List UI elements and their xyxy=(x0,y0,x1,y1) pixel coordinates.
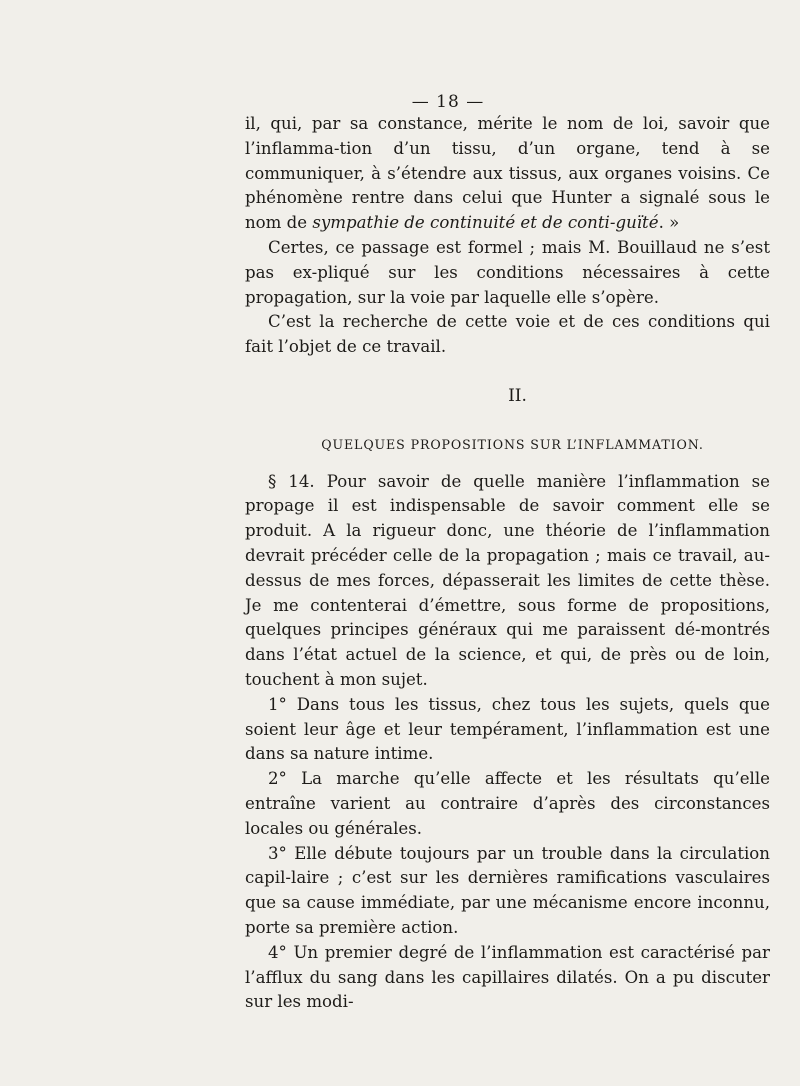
paragraph-2: Certes, ce passage est formel ; mais M. Bouillaud ne s’est pas ex-pliqué sur les conditions nécessaires à cette propagation, sur la voie par laquelle elle s’opère. xyxy=(245,237,770,307)
section-title: QUELQUES PROPOSITIONS SUR L’INFLAMMATION. xyxy=(321,436,704,452)
italic-term: sympathie de continuité et de conti-guïté xyxy=(312,213,659,233)
section-number: II. xyxy=(508,385,527,406)
proposition-2: 2° La marche qu’elle affecte et les résultats qu’elle entraîne varient au contraire d’après des circonstances locales ou générales. xyxy=(245,769,770,838)
paragraph-1-end: . » xyxy=(658,213,680,233)
body-text xyxy=(245,112,770,1015)
paragraph-1-text: il, qui, par sa constance, mérite le nom de loi, savoir que l’inflamma-tion d’un tissu, d’un organe, tend à se communiquer, à s’étendre aux tissus, aux organes voisins. Ce phénomène rentre dans celui que Hunter a signalé sous le nom de xyxy=(245,114,770,233)
proposition-1: 1° Dans tous les tissus, chez tous les sujets, quels que soient leur âge et leur tempérament, l’inflammation est une dans sa nature intime. xyxy=(245,694,770,764)
paragraph-continuation xyxy=(245,112,770,236)
paragraph-14: § 14. Pour savoir de quelle manière l’inflammation se propage il est indispensable de savoir comment elle se produit. A la rigueur donc, une théorie de l’inflammation devrait précéder celle de la propagation ; mais ce travail, au-dessus de mes forces, dépasserait les limites de cette thèse. Je me contenterai d’émettre, sous forme de propositions, quelques principes généraux qui me paraissent dé-montrés dans l’état actuel de la science, et qui, de près ou de loin, touchent à mon sujet. xyxy=(245,471,770,689)
proposition-3: 3° Elle débute toujours par un trouble dans la circulation capil-laire ; c’est sur les dernières ramifications vasculaires que sa cause immédiate, par une mécanisme encore inconnu, porte sa première action. xyxy=(245,843,770,937)
proposition-4: 4° Un premier degré de l’inflammation est caractérisé par l’afflux du sang dans les capillaires dilatés. On a pu discuter sur les modi- xyxy=(245,942,770,1012)
paragraph-3: C’est la recherche de cette voie et de ces conditions qui fait l’objet de ce travail. xyxy=(245,312,770,357)
page-number: — 18 — xyxy=(411,92,485,112)
